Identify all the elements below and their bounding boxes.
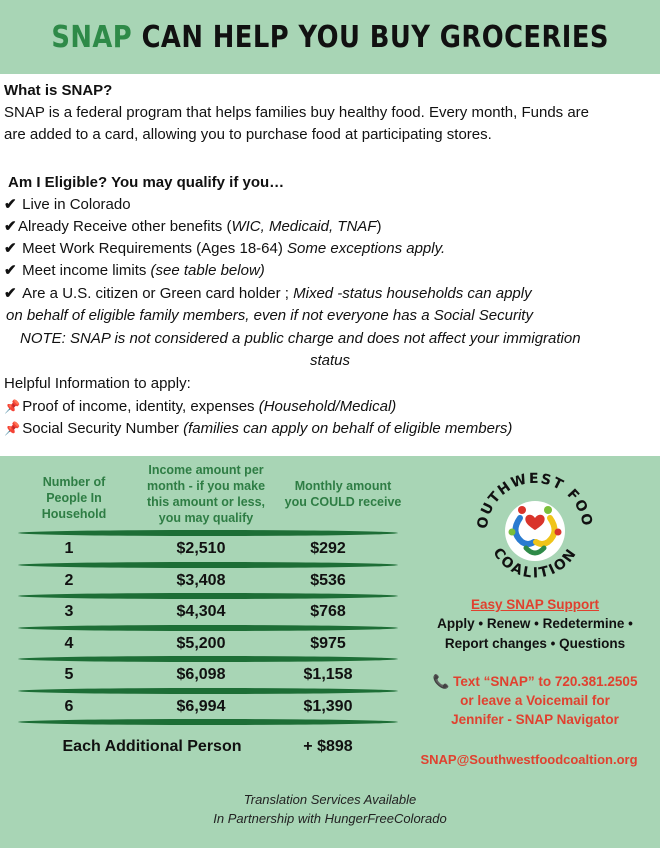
table-row-divider [18, 688, 398, 694]
what-line-1: SNAP is a federal program that helps families buy healthy food. Every month, Funds are [4, 104, 590, 121]
navigator-line: Jennifer - SNAP Navigator [451, 712, 619, 727]
benefit-amount-cell: $1,158 [303, 666, 353, 683]
page-title: SNAP CAN HELP YOU BUY GROCERIES [51, 19, 609, 55]
checkmark-icon: ✔ [4, 285, 17, 302]
income-limit-cell: $5,200 [176, 634, 226, 652]
table-row-divider [18, 562, 398, 568]
footer-line-2: In Partnership with HungerFreeColorado [213, 811, 447, 826]
income-limit-cell: $4,304 [176, 603, 226, 620]
what-heading: What is SNAP? [4, 82, 113, 99]
additional-person-value: + $898 [303, 738, 353, 755]
table-row-divider [18, 656, 398, 662]
benefit-amount-cell: $292 [310, 540, 346, 557]
table-header-benefit: Monthly amount you COULD receive [284, 479, 402, 509]
people-count-cell: 4 [64, 634, 74, 652]
people-count-cell: 2 [64, 571, 74, 589]
table-row-divider [18, 719, 398, 725]
note-line-2: status [309, 352, 351, 369]
pushpin-icon: 📌 [4, 399, 21, 414]
people-count-cell: 6 [64, 697, 74, 715]
phone-icon: 📞 [432, 674, 450, 689]
logo-text-bottom: COALITION [489, 545, 581, 582]
eligible-item: ✔ Live in Colorado [4, 194, 131, 216]
note-line-1: NOTE: SNAP is not considered a public charge and does not affect your immigration [20, 330, 581, 347]
helpful-item: 📌 Proof of income, identity, expenses (Household/Medical) [4, 398, 397, 415]
benefit-amount-cell: $975 [310, 634, 346, 652]
benefit-amount-cell: $536 [310, 571, 346, 589]
checkmark-icon: ✔ [4, 262, 17, 279]
table-header-income: Income amount per month - if you make this amount or less, you may qualify [146, 463, 266, 525]
additional-person-label: Each Additional Person [62, 738, 242, 755]
page-header [0, 0, 660, 74]
support-line-1: Apply • Renew • Redetermine • [437, 616, 633, 631]
what-line-2: are added to a card, allowing you to purchase food at participating stores. [4, 126, 492, 143]
text-snap-line: 📞 Text “SNAP” to 720.381.2505 [432, 674, 638, 689]
support-line-2: Report changes • Questions [444, 636, 626, 651]
table-row-divider [18, 625, 398, 631]
pushpin-icon: 📌 [4, 421, 21, 436]
benefit-amount-cell: $768 [310, 603, 346, 620]
southwest-food-coalition-logo [470, 466, 600, 596]
table-row-divider [18, 530, 398, 536]
helpful-heading: Helpful Information to apply: [4, 375, 191, 392]
income-limit-cell: $2,510 [176, 540, 226, 557]
benefit-amount-cell: $1,390 [303, 697, 353, 715]
eligible-continuation: on behalf of eligible family members, even if not everyone has a Social Security [6, 307, 533, 324]
table-row-divider [18, 593, 398, 599]
checkmark-icon: ✔ [4, 218, 17, 235]
eligible-item: ✔ Meet Work Requirements (Ages 18-64) Some exceptions apply. [4, 238, 445, 260]
eligible-heading: Am I Eligible? You may qualify if you… [8, 174, 285, 191]
checkmark-icon: ✔ [4, 196, 17, 213]
helpful-item: 📌 Social Security Number (families can apply on behalf of eligible members) [4, 420, 513, 437]
support-title: Easy SNAP Support [470, 597, 600, 612]
voicemail-line: or leave a Voicemail for [460, 693, 610, 708]
footer-line-1: Translation Services Available [243, 792, 417, 807]
income-limit-cell: $3,408 [176, 571, 226, 589]
table-header-people: Number of People In Household [41, 475, 107, 521]
people-count-cell: 1 [64, 540, 74, 557]
checkmark-icon: ✔ [4, 240, 17, 257]
income-limit-cell: $6,098 [176, 666, 226, 683]
people-count-cell: 3 [64, 603, 74, 620]
eligible-item: ✔Already Receive other benefits (WIC, Medicaid, TNAF) [4, 216, 381, 238]
support-email[interactable]: SNAP@Southwestfoodcoaltion.org [420, 752, 638, 767]
eligible-item: ✔ Meet income limits (see table below) [4, 260, 265, 282]
income-limit-cell: $6,994 [176, 697, 226, 715]
logo-text-top: OUTHWEST FOO [474, 470, 596, 530]
eligible-item: ✔ Are a U.S. citizen or Green card holder ; Mixed -status households can apply [4, 283, 532, 305]
people-count-cell: 5 [64, 666, 74, 683]
